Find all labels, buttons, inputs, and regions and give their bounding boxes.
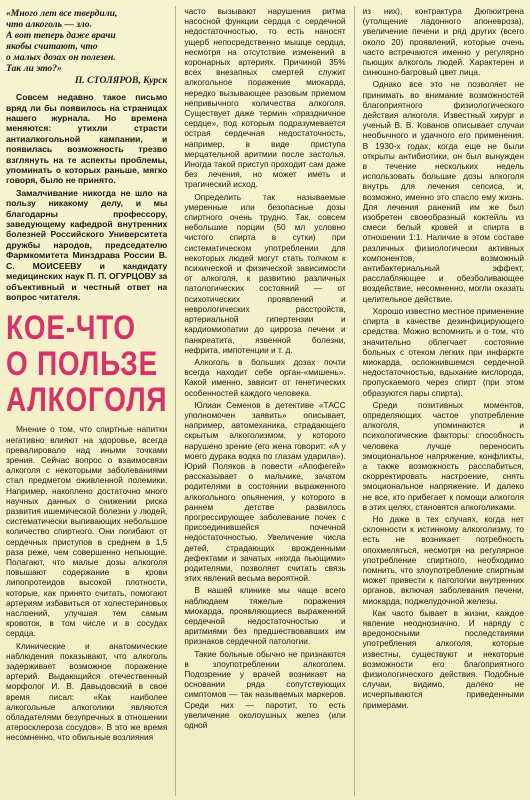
headline-line: О ПОЛЬЗЕ (6, 345, 158, 384)
epigraph-line: якобы считают, что (6, 41, 98, 52)
headline-line: КОЕ-ЧТО (6, 309, 136, 348)
body-paragraph: Среди позитивных моментов, определяющих частое употребление алкоголя, упоминаются и психологические факторы: способность человека лучше переносить эмоциональное напряжение, конфликты, а также возможность расслабиться, скорректировать настроение, снять эмоциональное напряжение. И далеко не все, кто прибегает к помощи алкоголя в этих целях, становятся алкоголиками. (362, 399, 524, 512)
epigraph-line: о малых дозах он полезен. (6, 52, 116, 63)
body-paragraph: Как часто бывает в жизни, каждое явление неоднозначно. И наряду с вредоносными последствиями употребления алкоголя, которые известны, существуют и некоторые возможности его благоприятного физиологического действия. Подобные случаи, видимо, далеко не исчерпываются приведенными примерами. (362, 607, 524, 710)
body-paragraph: Такие больные обычно не признаются в злоупотреблении алкоголем. Подозрение у врачей возникает на основании ряда сопутствующих симптомов — так называемых маркеров. Среди них — паротит, то есть увеличение околоушных желез (или одной (184, 648, 346, 731)
body-paragraph: Юлиан Семенов в детективе «ТАСС уполномочен заявить» описывает, например, автомеханика, страдающего скрытым алкоголизмом, у которого нарушено зрение (его жена говорит: «А у моего дурака водка по глазам ударила»). Юрий Поляков в повести «Апофегей» рассказывает о мальчике, зачатом родителями в состоянии выраженного алкогольного опьянения, у которого в раннем детстве развилось прогрессирующее заболевание почек с присоединившейся почечной недостаточностью. Увеличение числа детей, страдающих врожденными дефектами и зачатых «когда пьющими» родителями, позволяет считать связь этих явлений весьма вероятной. (184, 399, 346, 584)
body-paragraph: Однако все это не позволяет не принимать во внимание возможностей благоприятного физиологического действия алкоголя. Известный хирург и ученый В. В. Кованов описывает случаи необычного и удачного его применения. В 1930-х годах, когда еще не были открыты антибиотики, он был вынужден в течение нескольких недель использовать большие дозы алкоголя внутрь для лечения сепсиса, и, возможно, именно это спасло ему жизнь. Для лечения ранений им же был изобретен своеобразный коктейль из смеси белый кровей и спирта в отношении 1:1. Наличие в этом составе различных физиологически активных компонентов, возможный антибактериальный эффект, расслабляющее и обезболивающее воздействие, несомненно, могли оказать целительное действие. (362, 79, 524, 304)
lead-paragraph: Замалчивание никогда не шло на пользу никакому делу, и мы благодарны профессору, заведующему кафедрой внутренних болезней Российского Университета дружбы народов, председателю Фармкомитета Минздрава России В. С. МОИСЕЕВУ и кандидату медицинских наук П. П. ОГУРЦОВУ за объективный и честный ответ на вопрос читателя. (6, 187, 168, 302)
body-paragraph: часто вызывают нарушения ритма насосной функции сердца с сердечной недостаточностью, то есть наносят ущерб непосредственно мышце сердца, несмотря на отсутствие изменений в коронарных артериях. Причиной 35% всех внезапных смертей служит алкогольное поражение миокарда, нередко вызывающее разовым приемом непривычного количества алкоголя. Существует даже термин «праздничное сердце», под которым подразумевается острая сердечная недостаточность, например, в виде приступа мерцательной аритмии после застолья. Иногда такой приступ проходит сам даже без лечения, но может иметь и трагический исход. (184, 6, 346, 190)
column-divider (354, 6, 355, 796)
body-paragraph: Хорошо известно местное применение спирта в качестве дезинфицирующего средства. Можно вспомнить и о том, что значительно облегчает состояние больных с отеком легких при инфаркте миокарда, осложнившемся сердечной недостаточностью, вдыхание кислорода, пропускаемого через спирт (при этом образуются пары спирта). (362, 305, 524, 398)
column-1 (6, 6, 167, 796)
column-2 (184, 6, 345, 796)
epigraph (6, 8, 167, 74)
column-divider (175, 6, 176, 796)
epigraph-line: А вот теперь даже врачи (6, 30, 116, 41)
epigraph-line: Так ли это?» (6, 63, 62, 74)
epigraph-line: что алкоголь — зло. (6, 19, 93, 30)
column-3 (363, 6, 524, 796)
body-paragraph: В нашей клинике мы чаще всего наблюдаем тяжелые поражения миокарда, проявляющиеся выраженной сердечной недостаточностью и аритмиями без предшествовавших им признаков сердечной патологии. (184, 585, 346, 647)
headline-line: АЛКОГОЛЯ (6, 381, 168, 420)
body-paragraph: Клинические и анатомические наблюдения показывают, что алкоголь задерживает возможное поражение артерий. Выдающийся отечественный морфолог И. В. Давыдовский в свое время писал: «Как наиболее алкогольные алкоголики являются обладателями безупречных в отношении атеросклероза сосудов». В это же время несомненно, что обильные возлияния (6, 640, 168, 743)
body-paragraph: Определить так называемые умеренные или безопасные дозы спиртного очень трудно. Так, совсем небольшие порции (50 мл условно чистого спирта в сутки) при систематическом употреблении для некоторых людей могут стать толчком к психической и физической зависимости от алкоголя, к развитию различных патологических состояний — от психотических проявлений и неврологических расстройств, артериальной гипертензии и кардиомиопатии до цирроза печени и панкреатита, язвенной болезни, нефрита, импотенции и т. д. (184, 191, 346, 355)
body-paragraph: Алкоголь в больших дозах почти всегда находит себе орган-«мишень». Какой именно, зависит от генетических особенностей каждого человека. (184, 356, 346, 398)
body-paragraph: Но даже в тех случаях, когда нет склонности к истинному алкоголизму, то есть не возникает потребность опохмеляться, несмотря на регулярное употребление спиртного, необходимо помнить, что злоупотребление спиртным может привести к патологии внутренних органов, включая заболевания печени, миокарда, поджелудочной железы. (362, 513, 524, 606)
epigraph-line: «Много лет все твердили, (6, 8, 118, 19)
body-paragraph: Мнение о том, что спиртные напитки негативно влияют на здоровье, всегда превалировало над иными точками зрения. Сейчас вопрос о взаимосвязи алкоголя с некоторыми заболеваниями стал предметом оживленной полемики. Например, накоплено достаточно много научных данных о снижении риска развития ишемической болезни у людей, систематически выпивающих небольшое количество спиртного. Они погибают от сердечных приступов в среднем в 1,5 раза реже, чем совершенно непьющие. Полагают, что малые дозы алкоголя повышают содержание в крови липопротеидов высокой плотности, которые, как принято считать, помогают артериям избавиться от холестериновых наслоений, улучшая тем самым кровоток, в том числе и в сосудах сердца. (6, 424, 168, 639)
article-headline (6, 309, 168, 420)
lead-paragraph: Совсем недавно такое письмо вряд ли бы появилось на страницах нашего журнала. Но времена меняются: утихли страсти антиалкогольной кампании, и появилась возможность трезво взглянуть на те аспекты проблемы, упоминать о которых раньше, мягко говоря, было не принято. (6, 92, 168, 186)
epigraph-author: П. СТОЛЯРОВ, Курск (74, 75, 168, 86)
article-columns (6, 6, 524, 796)
body-paragraph: из них), контрактура Дюпюитрена (утолщение ладонного апоневроза), увеличение печени и ряд других (всего около 20) проявлений, которые очень часто встречаются именно у регулярно пьющих алкоголь людей. Характерен и синюшно-багровый цвет лица. (362, 6, 524, 78)
